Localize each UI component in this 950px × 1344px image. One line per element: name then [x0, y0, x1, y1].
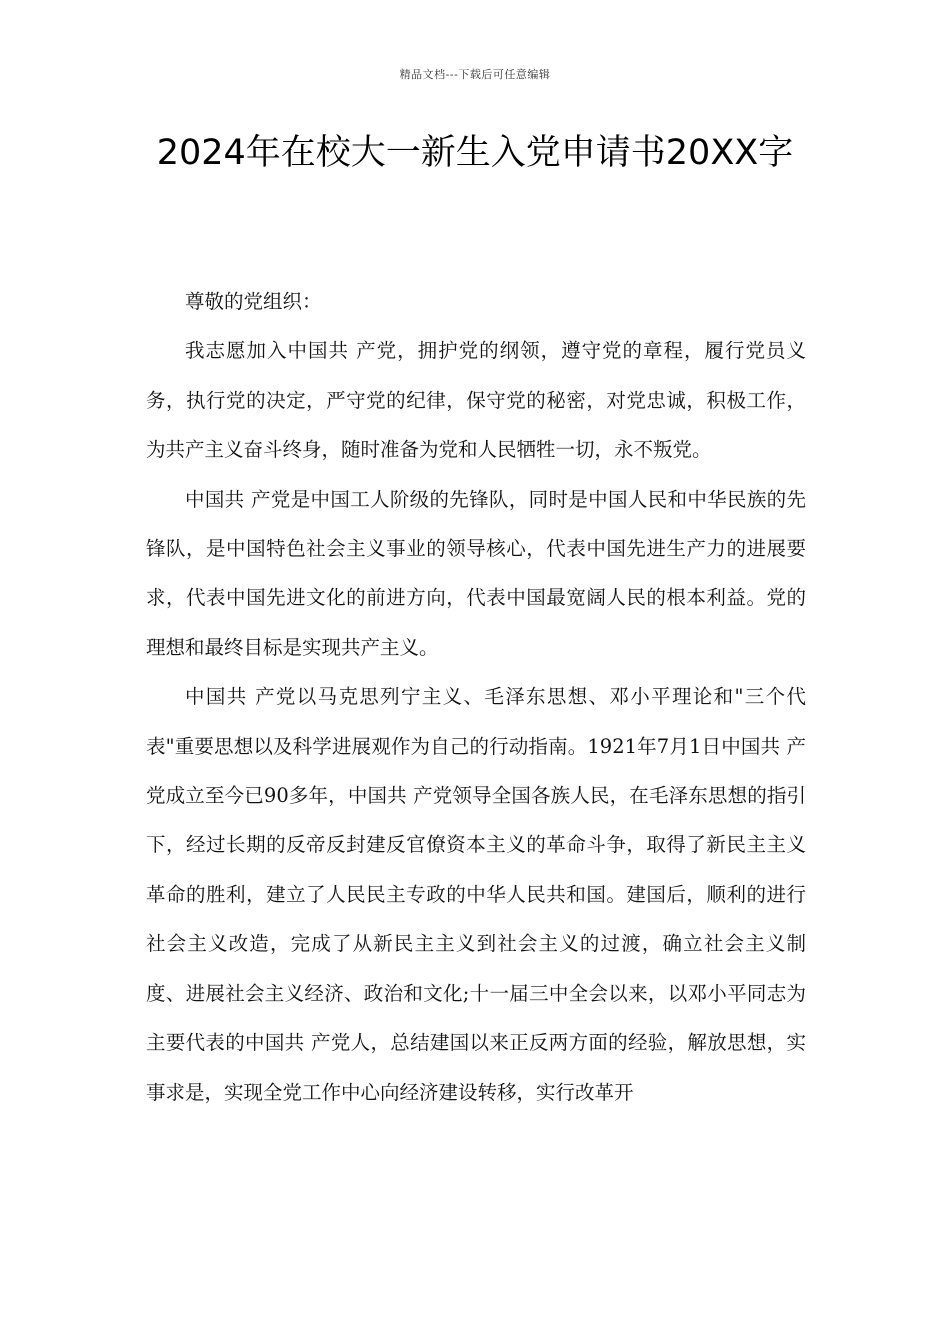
document-body — [146, 277, 806, 1117]
paragraph-3: 中国共 产党以马克思列宁主义、毛泽东思想、邓小平理论和"三个代表"重要思想以及科学进展观作为自己的行动指南。1921年7月1日中国共 产党成立至今已90多年，中国共 产党领导全国各族人民，在毛泽东思想的指引下，经过长期的反帝反封建反官僚资本主义的革命斗争，取得了新民主主义革命的胜利，建立了人民民主专政的中华人民共和国。建国后，顺利的进行社会主义改造，完成了从新民主主义到社会主义的过渡，确立社会主义制度、进展社会主义经济、政治和文化;十一届三中全会以来，以邓小平同志为主要代表的中国共 产党人，总结建国以来正反两方面的经验，解放思想，实事求是，实现全党工作中心向经济建设转移，实行改革开 — [146, 685, 806, 1104]
paragraph-2: 中国共 产党是中国工人阶级的先锋队，同时是中国人民和中华民族的先锋队，是中国特色社会主义事业的领导核心，代表中国先进生产力的进展要求，代表中国先进文化的前进方向，代表中国最宽阔人民的根本利益。党的理想和最终目标是实现共产主义。 — [146, 487, 806, 659]
paragraph-1: 我志愿加入中国共 产党，拥护党的纲领，遵守党的章程，履行党员义务，执行党的决定，严守党的纪律，保守党的秘密，对党忠诚，积极工作，为共产主义奋斗终身，随时准备为党和人民牺牲一切，永不叛党。 — [146, 339, 806, 462]
document-title: 2024年在校大一新生入党申请书20XX字 — [156, 133, 794, 173]
salutation: 尊敬的党组织： — [185, 290, 322, 313]
page-header-note: 精品文档---下载后可任意编辑 — [399, 68, 551, 81]
